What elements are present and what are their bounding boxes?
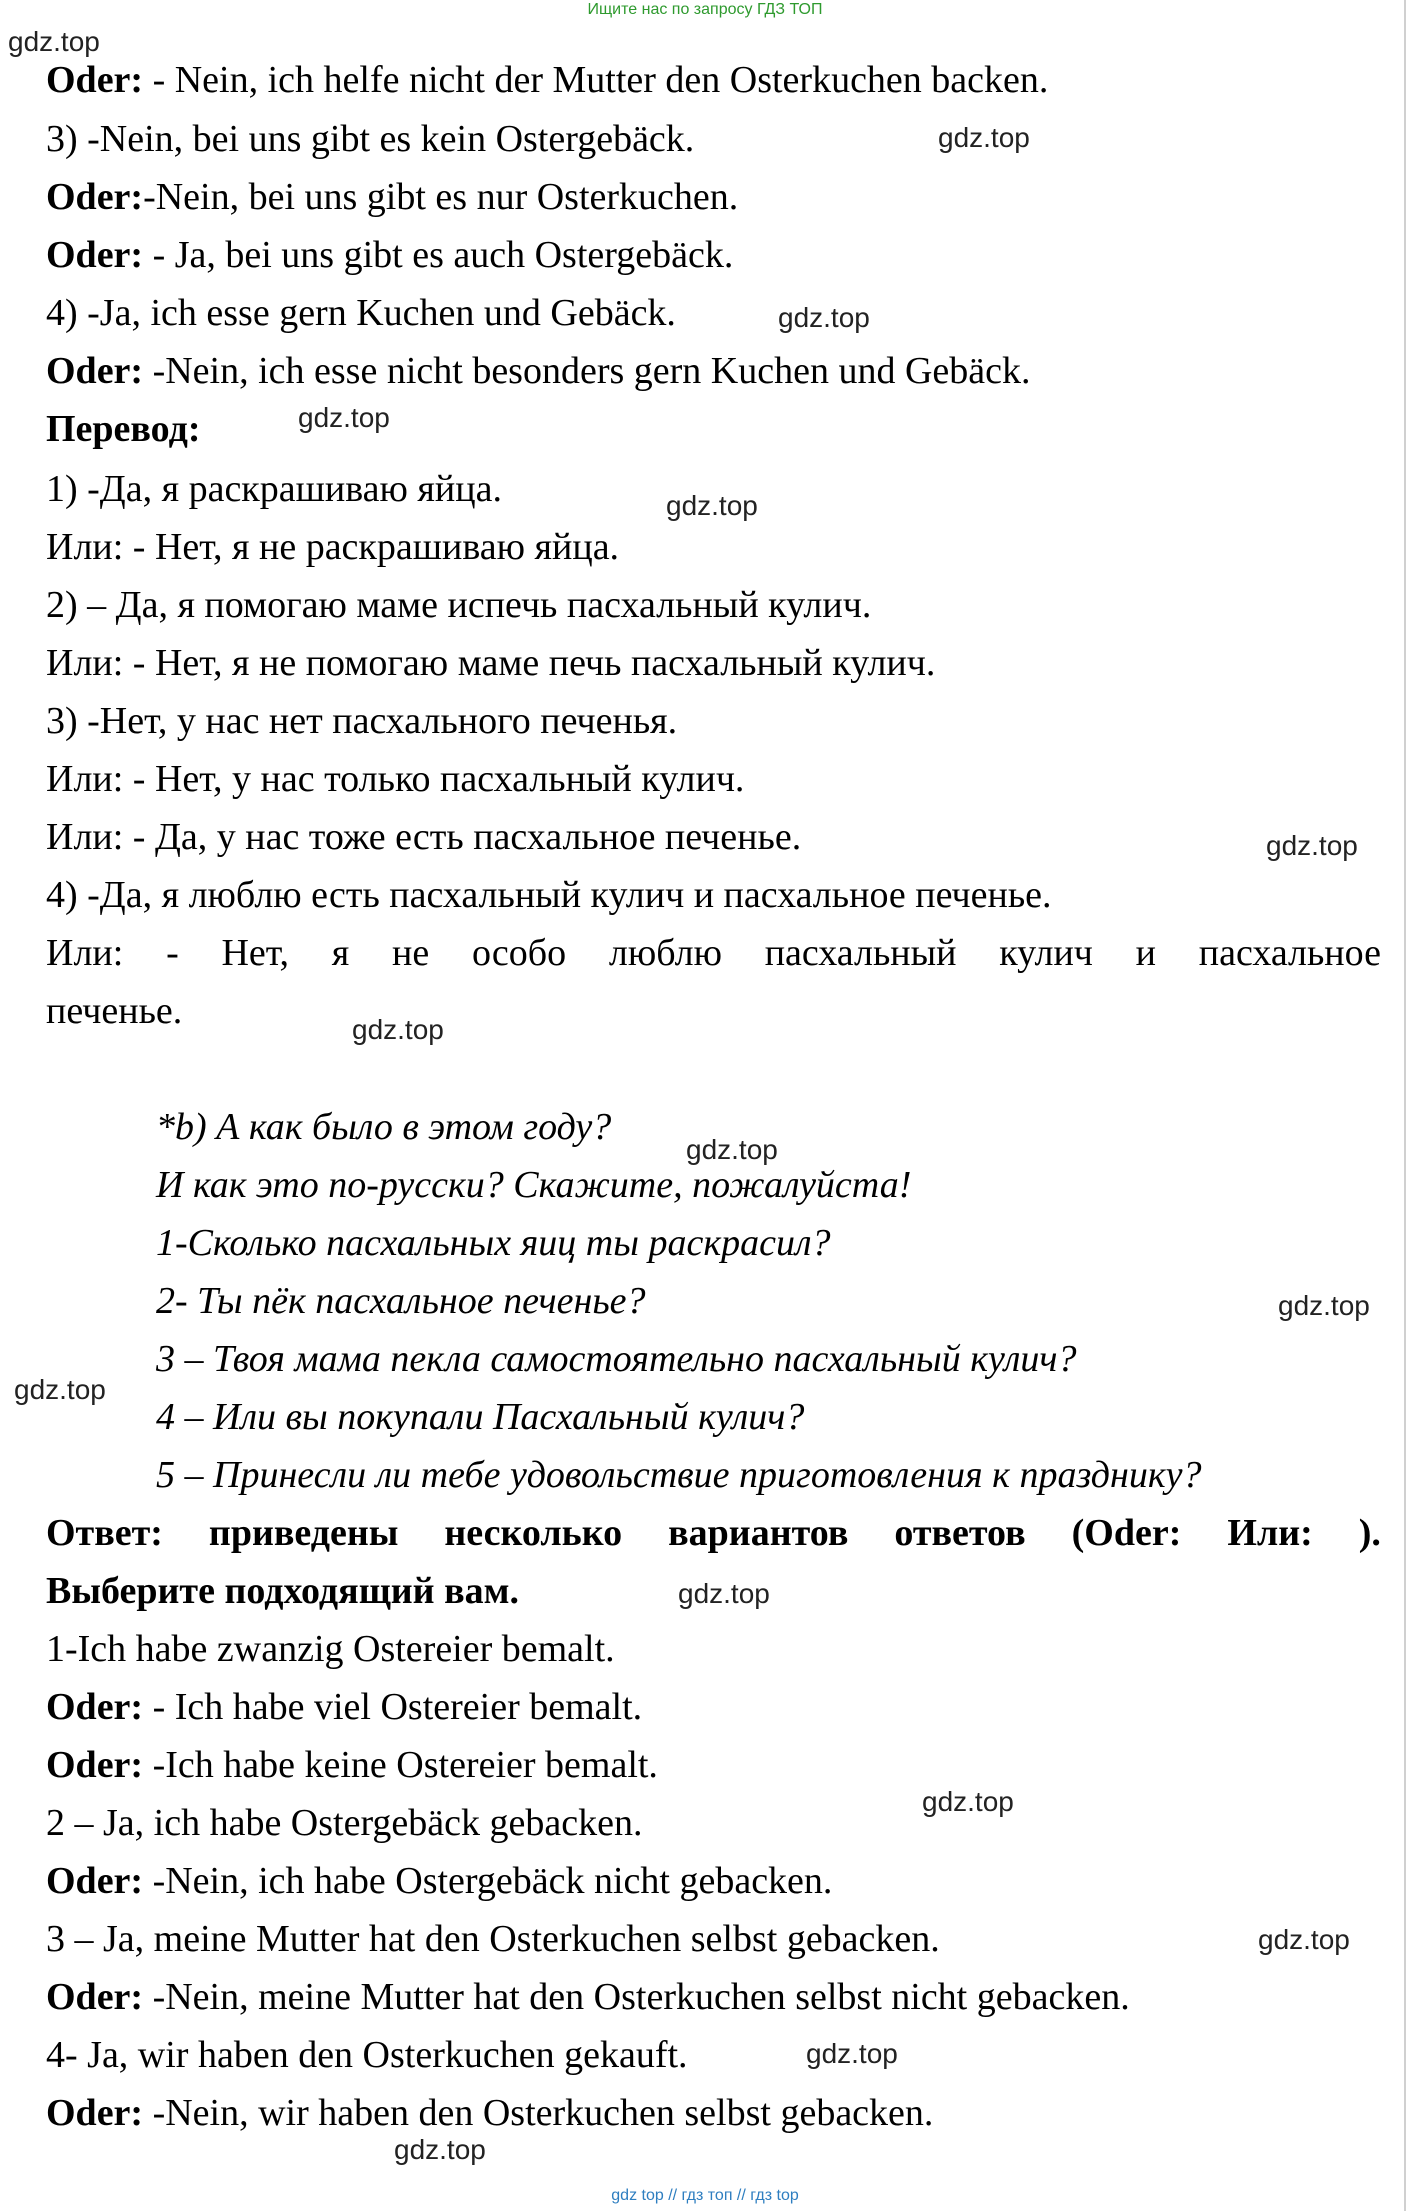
line-text: Или: - Да, у нас тоже есть пасхальное печенье.: [46, 816, 802, 858]
oder-label: Oder:: [46, 59, 144, 101]
word: особо: [471, 932, 567, 974]
text-line: [46, 172, 738, 222]
line-text: 2) – Да, я помогаю маме испечь пасхальный кулич.: [46, 584, 872, 626]
task-text: *b) А как было в этом году?: [156, 1106, 612, 1148]
task-text: И как это по-русски? Скажите, пожалуйста!: [156, 1164, 912, 1206]
word: не: [392, 932, 430, 974]
text-line: [46, 1624, 615, 1674]
word: я: [331, 932, 350, 974]
task-line: [156, 1334, 1077, 1384]
watermark: gdz.top: [778, 302, 870, 333]
oder-label: Oder:: [46, 176, 144, 218]
text-line: [46, 1972, 1130, 2022]
text-line: [46, 55, 1048, 105]
text-line: [46, 638, 935, 688]
text-line: [46, 1798, 643, 1848]
text-line: [46, 580, 871, 630]
text-line: [46, 2030, 688, 2080]
text-line: [46, 696, 677, 746]
text-line: [46, 1566, 519, 1616]
section-heading: [46, 404, 200, 454]
task-line: [156, 1160, 911, 1210]
task-line: [156, 1450, 1201, 1500]
task-text: 4 – Или вы покупали Пасхальный кулич?: [156, 1396, 805, 1438]
task-text: 5 – Принесли ли тебе удовольствие приготовления к празднику?: [156, 1454, 1202, 1496]
line-text: 1) -Да, я раскрашиваю яйца.: [46, 468, 502, 510]
task-line: [156, 1218, 831, 1268]
line-text: -Nein, wir haben den Osterkuchen selbst gebacken.: [143, 2092, 934, 2134]
watermark: gdz.top: [298, 402, 390, 433]
line-text: Или: - Нет, я не раскрашиваю яйца.: [46, 526, 620, 568]
line-text: 3) -Нет, у нас нет пасхального печенья.: [46, 700, 678, 742]
answer-heading: [46, 1508, 1381, 1558]
watermark: gdz.top: [352, 1014, 444, 1045]
word: несколько: [444, 1512, 623, 1554]
text-line: [46, 870, 1052, 920]
task-text: 2- Ты пёк пасхальное печенье?: [156, 1280, 646, 1322]
line-text: - Nein, ich helfe nicht der Mutter den Osterkuchen backen.: [143, 59, 1049, 101]
text-line: [46, 114, 694, 164]
text-line: [46, 288, 676, 338]
watermark: gdz.top: [394, 2134, 486, 2165]
text-line: [46, 1914, 940, 1964]
text-line: [46, 1682, 642, 1732]
line-text: 3 – Ja, meine Mutter hat den Osterkuchen selbst gebacken.: [46, 1918, 940, 1960]
oder-label: Oder:: [46, 234, 144, 276]
word: Ответ:: [46, 1512, 163, 1554]
watermark: gdz.top: [1278, 1290, 1370, 1321]
word: пасхальное: [1198, 932, 1381, 974]
watermark: gdz.top: [1266, 830, 1358, 861]
word: Или:: [1227, 1512, 1313, 1554]
task-text: 1-Сколько пасхальных яиц ты раскрасил?: [156, 1222, 831, 1264]
line-text: 2 – Ja, ich habe Ostergebäck gebacken.: [46, 1802, 643, 1844]
word: приведены: [208, 1512, 399, 1554]
answer-instruction: Выберите подходящий вам.: [46, 1570, 519, 1612]
task-line: [156, 1392, 804, 1442]
watermark: gdz.top: [14, 1374, 106, 1405]
watermark: gdz.top: [678, 1578, 770, 1609]
word: ).: [1358, 1512, 1381, 1554]
oder-label: Oder:: [46, 350, 144, 392]
oder-label: Oder:: [46, 1860, 144, 1902]
word: Нет,: [221, 932, 290, 974]
line-text: -Nein, ich esse nicht besonders gern Kuchen und Gebäck.: [143, 350, 1031, 392]
watermark: gdz.top: [1258, 1924, 1350, 1955]
page-edge-divider: [1404, 0, 1406, 2211]
text-line: [46, 346, 1031, 396]
text-line: [46, 2088, 933, 2138]
line-text: 4) -Да, я люблю есть пасхальный кулич и пасхальное печенье.: [46, 874, 1052, 916]
task-text: 3 – Твоя мама пекла самостоятельно пасхальный кулич?: [156, 1338, 1077, 1380]
line-text: 3) -Nein, bei uns gibt es kein Ostergebäck.: [46, 118, 695, 160]
word: люблю: [608, 932, 722, 974]
watermark: gdz.top: [806, 2038, 898, 2069]
line-text: печенье.: [46, 990, 183, 1032]
text-line: [46, 986, 182, 1036]
word: -: [166, 932, 179, 974]
line-text: - Ich habe viel Ostereier bemalt.: [143, 1686, 643, 1728]
watermark: gdz.top: [686, 1134, 778, 1165]
text-line: [46, 1740, 658, 1790]
line-text: -Ich habe keine Ostereier bemalt.: [143, 1744, 658, 1786]
search-banner[interactable]: Ищите нас по запросу ГДЗ ТОП: [587, 1, 823, 18]
word: пасхальный: [764, 932, 957, 974]
translation-heading: Перевод:: [46, 408, 201, 450]
line-text: - Ja, bei uns gibt es auch Ostergebäck.: [143, 234, 734, 276]
oder-label: Oder:: [46, 1686, 144, 1728]
text-line: [46, 1856, 832, 1906]
watermark: gdz.top: [666, 490, 758, 521]
word: и: [1135, 932, 1156, 974]
word: (Oder:: [1071, 1512, 1182, 1554]
task-line: [156, 1276, 645, 1326]
word: Или:: [46, 932, 124, 974]
watermark: gdz.top: [938, 122, 1030, 153]
line-text: 4- Ja, wir haben den Osterkuchen gekauft.: [46, 2034, 688, 2076]
text-line: [46, 522, 619, 572]
text-line: [46, 812, 801, 862]
line-text: -Nein, ich habe Ostergebäck nicht gebacken.: [143, 1860, 833, 1902]
oder-label: Oder:: [46, 1744, 144, 1786]
line-text: Или: - Нет, я не помогаю маме печь пасхальный кулич.: [46, 642, 936, 684]
text-line: [46, 464, 502, 514]
line-text: 4) -Ja, ich esse gern Kuchen und Gebäck.: [46, 292, 676, 334]
oder-label: Oder:: [46, 1976, 144, 2018]
word: вариантов: [668, 1512, 849, 1554]
word: кулич: [999, 932, 1093, 974]
oder-label: Oder:: [46, 2092, 144, 2134]
line-text: -Nein, bei uns gibt es nur Osterkuchen.: [143, 176, 739, 218]
line-text: -Nein, meine Mutter hat den Osterkuchen selbst nicht gebacken.: [143, 1976, 1130, 2018]
footer-links[interactable]: gdz top // гдз топ // гдз top: [611, 2187, 799, 2204]
justified-line: [46, 928, 1381, 978]
watermark: gdz.top: [8, 26, 100, 57]
line-text: Или: - Нет, у нас только пасхальный кулич.: [46, 758, 745, 800]
word: ответов: [894, 1512, 1026, 1554]
text-line: [46, 754, 744, 804]
watermark: gdz.top: [922, 1786, 1014, 1817]
task-line: [156, 1102, 611, 1152]
text-line: [46, 230, 733, 280]
line-text: 1-Ich habe zwanzig Ostereier bemalt.: [46, 1628, 615, 1670]
